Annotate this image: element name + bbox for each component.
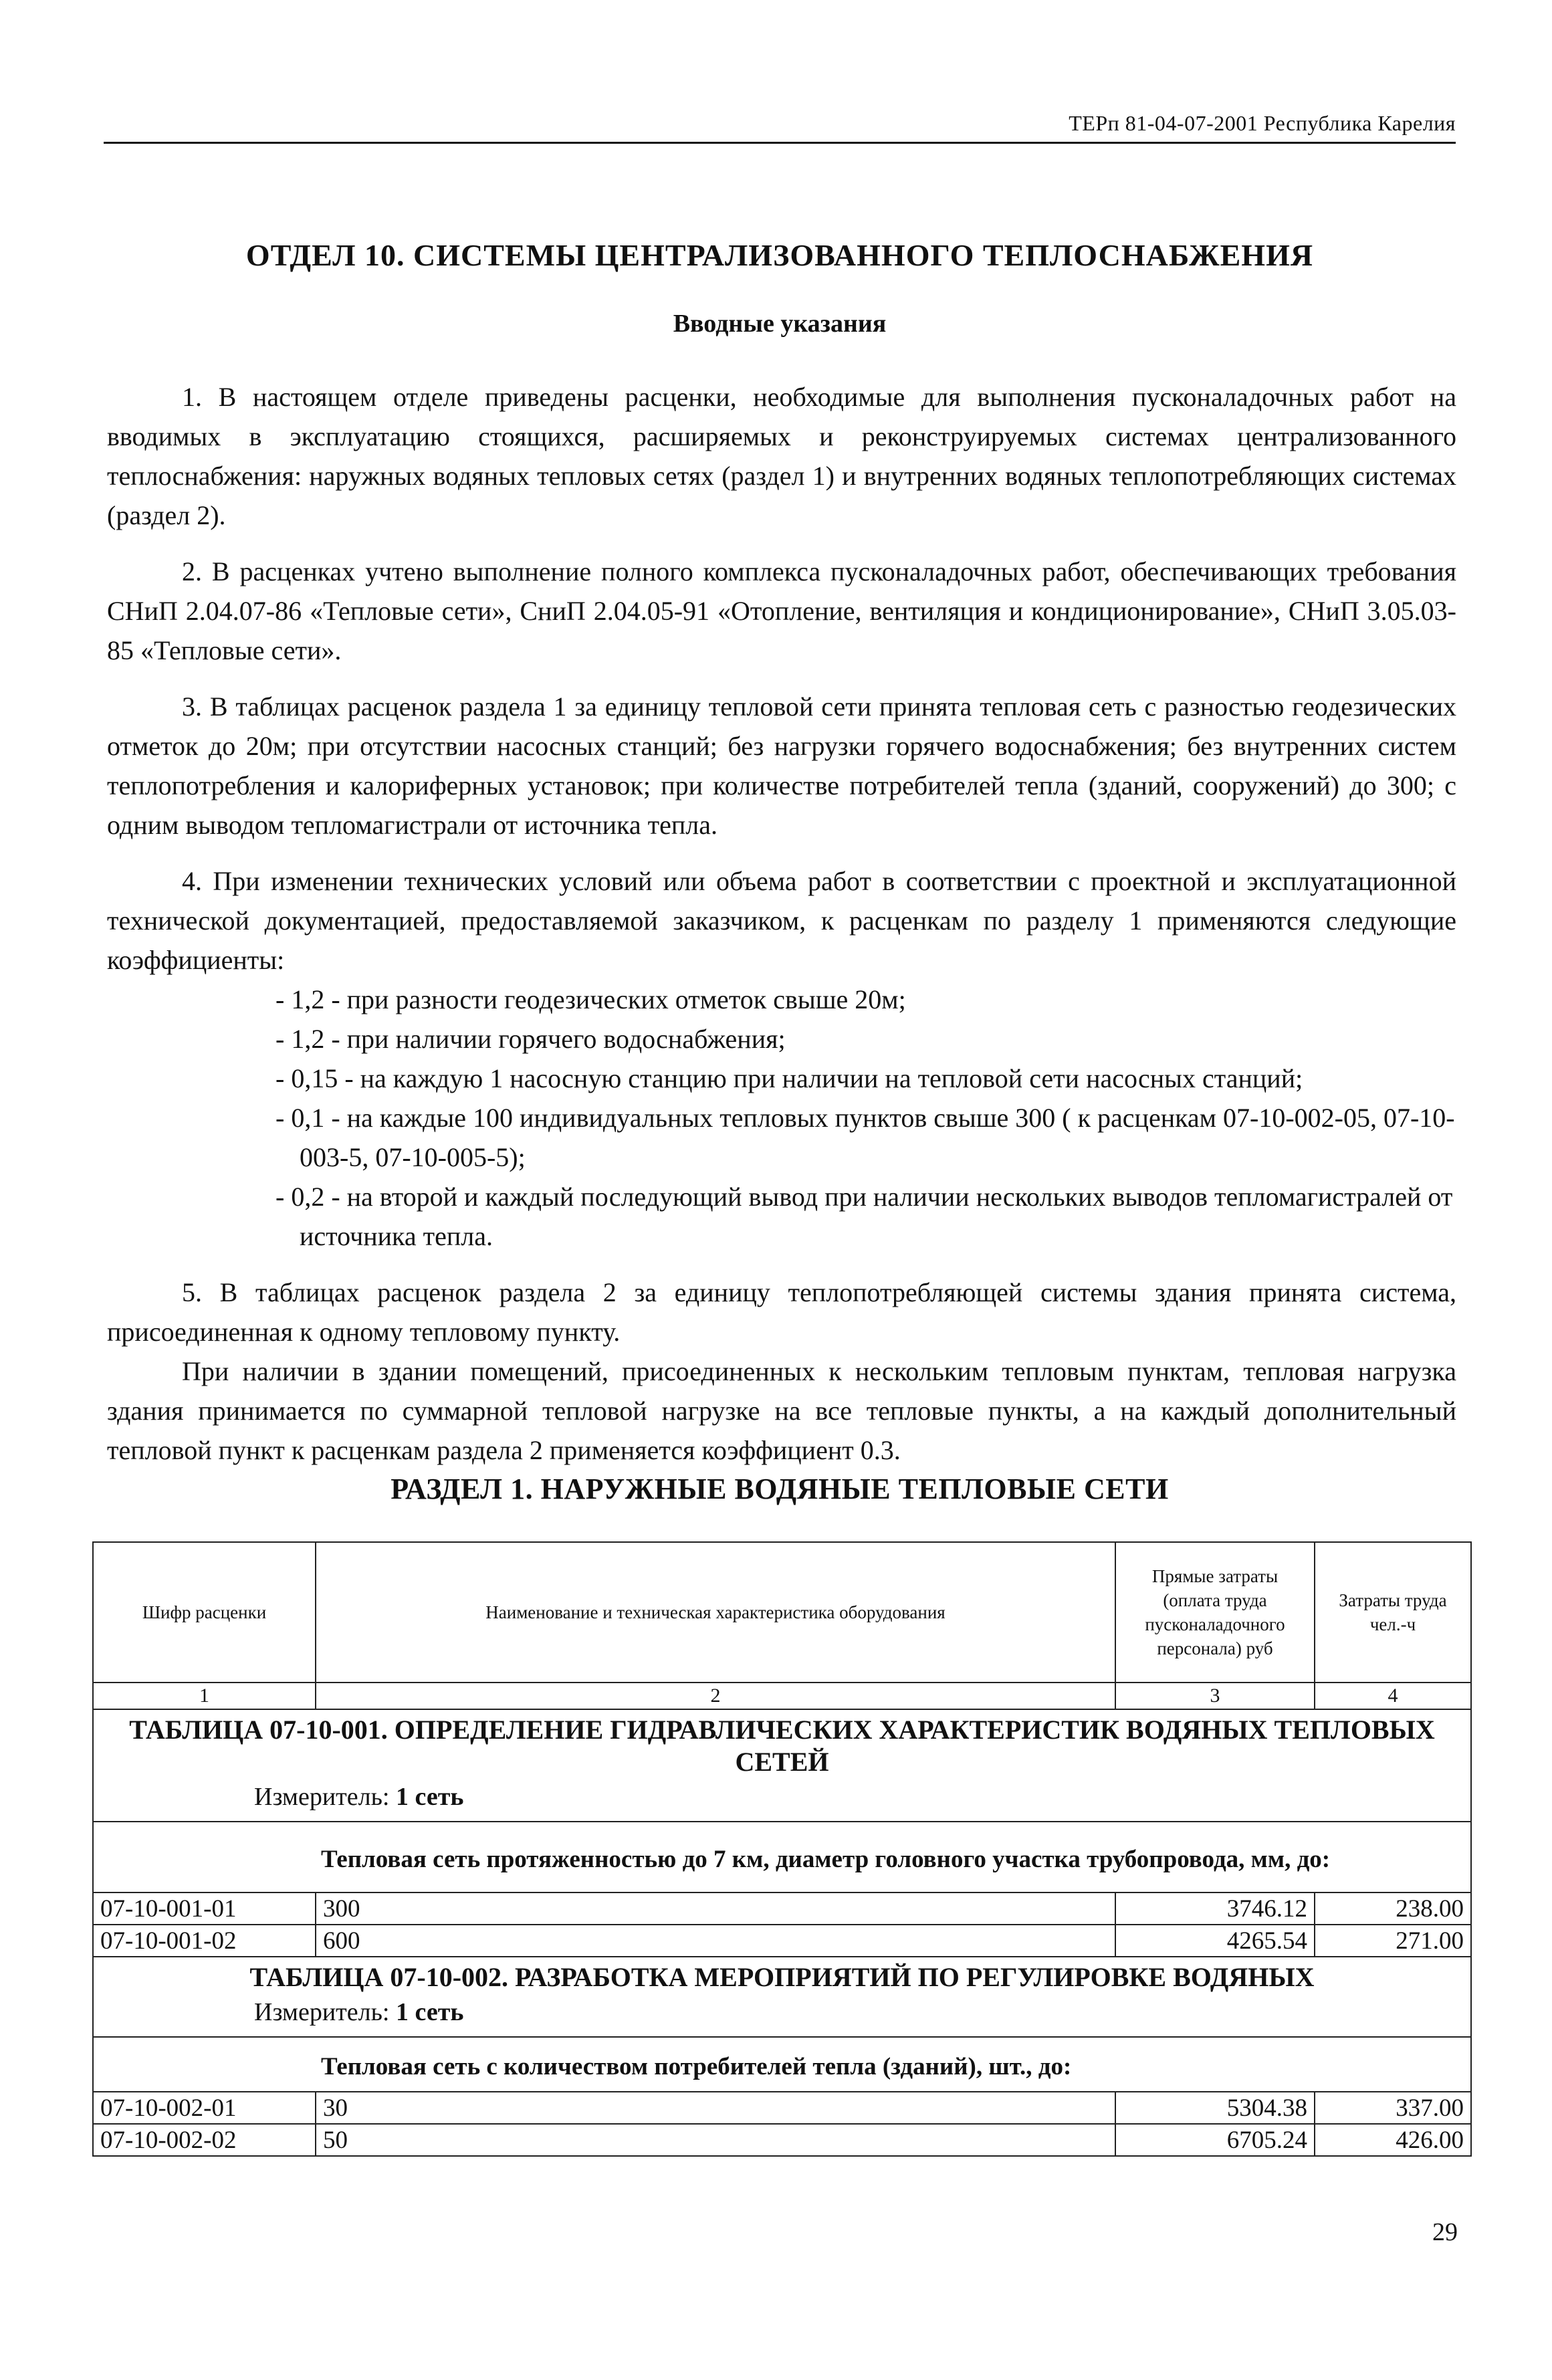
rate-cost: 6705.24 bbox=[1115, 2124, 1315, 2156]
coefficient-item: - 0,15 - на каждую 1 насосную станцию при наличии на тепловой сети насосных станций; bbox=[275, 1063, 1303, 1093]
header-labor: Затраты труда чел.-ч bbox=[1315, 1542, 1471, 1683]
rates-table bbox=[92, 1541, 1472, 2157]
unit-value: 1 сеть bbox=[396, 1783, 464, 1811]
coefficient-item: - 0,1 - на каждые 100 индивидуальных тепловых пунктов свыше 300 ( к расценкам 07-10-002-05, 07-10-003-5, 07-10-005-5); bbox=[275, 1103, 1455, 1172]
unit-label: Измеритель: bbox=[254, 1783, 390, 1811]
column-number: 1 bbox=[93, 1683, 316, 1709]
rate-cost: 3746.12 bbox=[1115, 1892, 1315, 1925]
unit-label: Измеритель: bbox=[254, 1998, 390, 2026]
coefficient-item: - 0,2 - на второй и каждый последующий вывод при наличии нескольких выводов тепломагистралей от источника тепла. bbox=[275, 1182, 1453, 1251]
table1-heading-row bbox=[93, 1709, 1471, 1822]
paragraph-3: 3. В таблицах расценок раздела 1 за единицу тепловой сети принята тепловая сеть с разностью геодезических отметок до 20м; при отсутствии насосных станций; без нагрузки горячего водоснабжения; без внутренних систем теплопотребления и калориферных установок; при количестве потребителей тепла (зданий, сооружений) до 300; с одним выводом тепломагистрали от источника тепла. bbox=[107, 691, 1456, 840]
rate-name: 50 bbox=[316, 2124, 1115, 2156]
table-header-row bbox=[93, 1542, 1471, 1683]
rate-labor: 337.00 bbox=[1315, 2092, 1471, 2124]
coefficient-item: - 1,2 - при наличии горячего водоснабжения; bbox=[275, 1024, 786, 1054]
rate-code: 07-10-001-02 bbox=[93, 1925, 316, 1957]
coefficient-list bbox=[107, 980, 1456, 1256]
header-direct-cost: Прямые затраты (оплата труда пусконаладочного персонала) руб bbox=[1115, 1542, 1315, 1683]
page-number: 29 bbox=[1432, 2218, 1458, 2246]
table-row bbox=[93, 2092, 1471, 2124]
table-row bbox=[93, 1925, 1471, 1957]
table-row bbox=[93, 1892, 1471, 1925]
rate-name: 30 bbox=[316, 2092, 1115, 2124]
column-number: 2 bbox=[316, 1683, 1115, 1709]
table2-title: ТАБЛИЦА 07-10-002. РАЗРАБОТКА МЕРОПРИЯТИЙ ПО РЕГУЛИРОВКЕ ВОДЯНЫХ bbox=[249, 1962, 1315, 1992]
table1-unit bbox=[107, 1782, 1457, 1812]
paragraph-5: 5. В таблицах расценок раздела 2 за единицу теплопотребляющей системы здания принята система, присоединенная к одному тепловому пункту. bbox=[107, 1277, 1456, 1347]
intro-body bbox=[107, 377, 1456, 1470]
subsection-title: РАЗДЕЛ 1. НАРУЖНЫЕ ВОДЯНЫЕ ТЕПЛОВЫЕ СЕТИ bbox=[391, 1473, 1169, 1505]
column-number: 4 bbox=[1315, 1683, 1471, 1709]
rate-code: 07-10-001-01 bbox=[93, 1892, 316, 1925]
table2-heading-row bbox=[93, 1957, 1471, 2037]
rate-code: 07-10-002-02 bbox=[93, 2124, 316, 2156]
table1-condition-row bbox=[93, 1822, 1471, 1892]
rate-code: 07-10-002-01 bbox=[93, 2092, 316, 2124]
table1-condition: Тепловая сеть протяженностью до 7 км, диаметр головного участка трубопровода, мм, до: bbox=[93, 1822, 1471, 1892]
coefficient-item: - 1,2 - при разности геодезических отметок свыше 20м; bbox=[275, 984, 906, 1014]
unit-value: 1 сеть bbox=[396, 1998, 464, 2026]
paragraph-2: 2. В расценках учтено выполнение полного комплекса пусконаладочных работ, обеспечивающих требования СНиП 2.04.07-86 «Тепловые сети», СниП 2.04.05-91 «Отопление, вентиляция и кондиционирование», СНиП 3.05.03-85 «Тепловые сети». bbox=[107, 556, 1456, 665]
table-row bbox=[93, 2124, 1471, 2156]
table2-condition: Тепловая сеть с количеством потребителей тепла (зданий), шт., до: bbox=[93, 2037, 1471, 2092]
column-number-row bbox=[93, 1683, 1471, 1709]
rate-name: 300 bbox=[316, 1892, 1115, 1925]
rate-cost: 5304.38 bbox=[1115, 2092, 1315, 2124]
rate-name: 600 bbox=[316, 1925, 1115, 1957]
paragraph-6: При наличии в здании помещений, присоединенных к нескольким тепловым пунктам, тепловая нагрузка здания принимается по суммарной тепловой нагрузке на все тепловые пункты, а на каждый дополнительный тепловой пункт к расценкам раздела 2 применяется коэффициент 0.3. bbox=[107, 1356, 1456, 1465]
column-number: 3 bbox=[1115, 1683, 1315, 1709]
rate-labor: 271.00 bbox=[1315, 1925, 1471, 1957]
section-title: ОТДЕЛ 10. СИСТЕМЫ ЦЕНТРАЛИЗОВАННОГО ТЕПЛОСНАБЖЕНИЯ bbox=[245, 238, 1314, 272]
rate-cost: 4265.54 bbox=[1115, 1925, 1315, 1957]
table2-unit bbox=[107, 1997, 1457, 2027]
rate-labor: 426.00 bbox=[1315, 2124, 1471, 2156]
header-code: Шифр расценки bbox=[93, 1542, 316, 1683]
rate-labor: 238.00 bbox=[1315, 1892, 1471, 1925]
header-name: Наименование и техническая характеристика оборудования bbox=[316, 1542, 1115, 1683]
running-header: ТЕРп 81-04-07-2001 Республика Карелия bbox=[1069, 111, 1456, 135]
paragraph-1: 1. В настоящем отделе приведены расценки, необходимые для выполнения пусконаладочных работ на вводимых в эксплуатацию стоящихся, расширяемых и реконструируемых системах централизованного теплоснабжения: наружных водяных тепловых сетях (раздел 1) и внутренних водяных теплопотребляющих системах (раздел 2). bbox=[107, 382, 1456, 530]
table1-title: ТАБЛИЦА 07-10-001. ОПРЕДЕЛЕНИЕ ГИДРАВЛИЧЕСКИХ ХАРАКТЕРИСТИК ВОДЯНЫХ ТЕПЛОВЫХ СЕТЕЙ bbox=[129, 1715, 1435, 1777]
header-rule bbox=[104, 142, 1456, 144]
table2-condition-row bbox=[93, 2037, 1471, 2092]
paragraph-4: 4. При изменении технических условий или объема работ в соответствии с проектной и эксплуатационной технической документацией, предоставляемой заказчиком, к расценкам по разделу 1 применяются следующие коэффициенты: bbox=[107, 866, 1456, 975]
intro-title: Вводные указания bbox=[673, 310, 887, 338]
